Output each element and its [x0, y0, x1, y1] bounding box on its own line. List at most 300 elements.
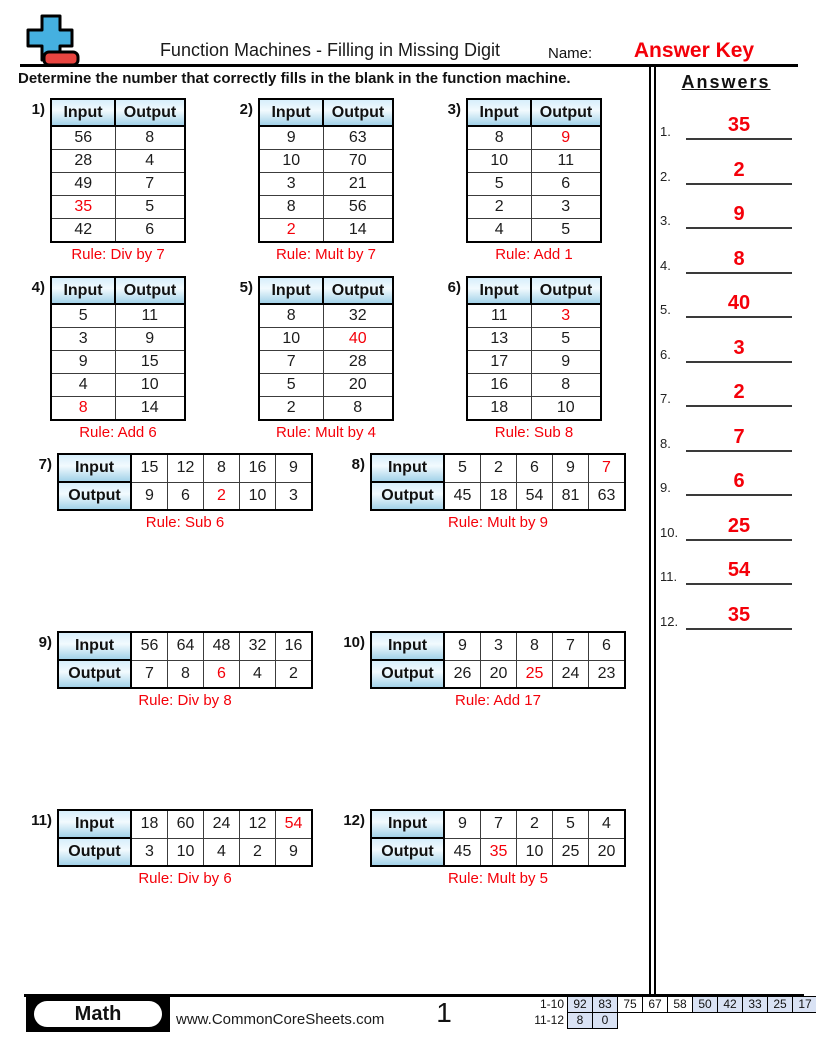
output-cell: 3 — [531, 196, 601, 219]
problem-4 — [17, 276, 186, 441]
input-cell: 35 — [51, 196, 115, 219]
output-cell: 56 — [323, 196, 393, 219]
answer-line — [686, 425, 792, 452]
rule-text: Rule: Mult by 7 — [275, 246, 377, 263]
output-cell: 14 — [323, 219, 393, 243]
input-row — [371, 810, 625, 838]
output-cell: 9 — [115, 328, 185, 351]
answer-item — [658, 287, 794, 318]
input-cell: 54 — [276, 810, 313, 838]
output-cell: 21 — [323, 173, 393, 196]
score-cell: 8 — [567, 1012, 593, 1029]
output-row — [58, 838, 312, 866]
input-row — [371, 454, 625, 482]
input-header-cell: Input — [259, 277, 323, 304]
output-cell: 20 — [481, 660, 517, 688]
answer-line — [686, 113, 792, 140]
input-cell: 8 — [204, 454, 240, 482]
rule-text: Rule: Add 17 — [455, 692, 541, 709]
input-header-cell: Input — [467, 277, 531, 304]
output-cell: 4 — [204, 838, 240, 866]
output-cell: 9 — [131, 482, 168, 510]
problem-number: 2) — [239, 101, 253, 118]
input-cell: 64 — [168, 632, 204, 660]
problem-number: 8) — [351, 456, 365, 473]
input-cell: 48 — [204, 632, 240, 660]
answer-value: 6 — [733, 470, 745, 492]
input-cell: 6 — [589, 632, 626, 660]
input-cell: 10 — [259, 150, 323, 173]
table-row — [259, 126, 393, 150]
score-conversion-table — [524, 996, 816, 1029]
output-cell: 2 — [276, 660, 313, 688]
output-cell: 63 — [589, 482, 626, 510]
problem-number: 5) — [239, 279, 253, 296]
table-row — [51, 150, 185, 173]
input-header-cell: Input — [58, 810, 131, 838]
table-row — [467, 374, 601, 397]
table-row — [467, 219, 601, 243]
table-row — [51, 397, 185, 421]
output-cell: 25 — [553, 838, 589, 866]
answer-line — [686, 603, 792, 630]
output-cell: 7 — [115, 173, 185, 196]
table-row — [51, 173, 185, 196]
table-row — [259, 173, 393, 196]
input-cell: 8 — [51, 397, 115, 421]
input-header-cell: Input — [371, 810, 444, 838]
output-cell: 40 — [323, 328, 393, 351]
answer-number: 1. — [660, 124, 671, 139]
answer-number: 10. — [660, 524, 679, 540]
output-header-cell: Output — [531, 99, 601, 126]
table-row — [51, 328, 185, 351]
output-cell: 10 — [531, 397, 601, 421]
problem-3 — [433, 98, 602, 263]
answer-number: 12. — [660, 613, 679, 629]
answer-item — [658, 243, 794, 274]
input-header-cell: Input — [259, 99, 323, 126]
input-cell: 2 — [259, 219, 323, 243]
input-cell: 2 — [259, 397, 323, 421]
function-table — [57, 631, 313, 689]
answer-value: 54 — [727, 559, 751, 581]
output-cell: 45 — [444, 482, 481, 510]
problem-number: 10) — [343, 634, 365, 651]
output-header-cell: Output — [371, 838, 444, 866]
answer-value: 8 — [733, 247, 745, 270]
function-table — [370, 809, 626, 867]
output-cell: 70 — [323, 150, 393, 173]
table-row — [467, 397, 601, 421]
score-cell: 0 — [592, 1012, 618, 1029]
function-table — [466, 98, 602, 243]
problem-number: 7) — [38, 456, 52, 473]
function-table — [258, 98, 394, 243]
input-cell: 18 — [467, 397, 531, 421]
input-cell: 15 — [131, 454, 168, 482]
answer-line — [686, 380, 792, 407]
output-cell: 15 — [115, 351, 185, 374]
output-cell: 8 — [531, 374, 601, 397]
output-cell: 5 — [115, 196, 185, 219]
output-cell: 28 — [323, 351, 393, 374]
answer-item — [658, 599, 794, 630]
problem-12 — [330, 809, 626, 887]
output-cell: 45 — [444, 838, 481, 866]
table-row — [467, 126, 601, 150]
input-cell: 16 — [467, 374, 531, 397]
answer-number: 5. — [660, 302, 671, 317]
output-cell: 3 — [276, 482, 313, 510]
input-cell: 8 — [259, 304, 323, 328]
problem-11 — [17, 809, 313, 887]
table-row — [467, 173, 601, 196]
input-cell: 7 — [481, 810, 517, 838]
input-cell: 9 — [553, 454, 589, 482]
output-cell: 23 — [589, 660, 626, 688]
answer-number: 6. — [660, 346, 671, 362]
table-row — [259, 328, 393, 351]
output-cell: 9 — [531, 126, 601, 150]
input-cell: 13 — [467, 328, 531, 351]
output-row — [58, 660, 312, 688]
input-cell: 3 — [481, 632, 517, 660]
answer-value: 35 — [727, 603, 751, 626]
output-cell: 18 — [481, 482, 517, 510]
input-cell: 4 — [51, 374, 115, 397]
subject-label: Math — [34, 1001, 162, 1027]
function-table — [57, 453, 313, 511]
input-row — [58, 632, 312, 660]
score-cell: 92 — [567, 996, 593, 1013]
output-cell: 6 — [168, 482, 204, 510]
input-row — [371, 632, 625, 660]
input-cell: 8 — [259, 196, 323, 219]
table-row — [51, 126, 185, 150]
input-cell: 17 — [467, 351, 531, 374]
problem-number: 4) — [31, 279, 45, 296]
output-header-cell: Output — [58, 660, 131, 688]
output-cell: 54 — [517, 482, 553, 510]
input-cell: 12 — [240, 810, 276, 838]
problem-6 — [433, 276, 602, 441]
answer-value: 35 — [727, 114, 751, 136]
output-cell: 10 — [168, 838, 204, 866]
input-cell: 5 — [553, 810, 589, 838]
input-cell: 3 — [259, 173, 323, 196]
table-row — [467, 150, 601, 173]
table-row — [51, 196, 185, 219]
input-cell: 18 — [131, 810, 168, 838]
output-cell: 8 — [115, 126, 185, 150]
input-cell: 9 — [276, 454, 313, 482]
answer-item — [658, 198, 794, 229]
answer-line — [686, 336, 792, 363]
table-row — [259, 219, 393, 243]
output-header-cell: Output — [371, 482, 444, 510]
input-row — [58, 454, 312, 482]
header-row — [467, 99, 601, 126]
name-label: Name: — [548, 45, 593, 62]
name-value-answer-key: Answer Key — [633, 39, 755, 62]
answer-line — [686, 202, 792, 229]
page-title: Function Machines - Filling in Missing Digit — [159, 40, 501, 60]
output-cell: 5 — [531, 328, 601, 351]
input-cell: 9 — [444, 632, 481, 660]
output-row — [58, 482, 312, 510]
problem-number: 11) — [31, 812, 52, 829]
input-row — [58, 810, 312, 838]
table-row — [51, 374, 185, 397]
answers-column-divider — [649, 66, 656, 994]
table-row — [51, 351, 185, 374]
answer-item — [658, 465, 794, 496]
table-row — [259, 397, 393, 421]
table-row — [259, 150, 393, 173]
table-row — [51, 219, 185, 243]
answer-value: 3 — [733, 336, 745, 359]
score-cell: 33 — [742, 996, 768, 1013]
rule-text: Rule: Mult by 4 — [275, 424, 377, 441]
table-row — [259, 374, 393, 397]
output-header-cell: Output — [323, 277, 393, 304]
score-range-label: 11-12 — [534, 1013, 564, 1027]
score-cell: 67 — [642, 996, 668, 1013]
header-row — [259, 99, 393, 126]
problem-number: 6) — [447, 279, 461, 296]
score-cell: 83 — [592, 996, 618, 1013]
score-cell: 50 — [692, 996, 718, 1013]
input-header-cell: Input — [58, 454, 131, 482]
answer-item — [658, 510, 794, 541]
answer-line — [686, 469, 792, 496]
answer-value: 9 — [733, 203, 745, 225]
plus-minus-logo-icon — [24, 12, 84, 68]
input-cell: 2 — [467, 196, 531, 219]
output-header-cell: Output — [323, 99, 393, 126]
input-cell: 3 — [51, 328, 115, 351]
input-header-cell: Input — [371, 454, 444, 482]
output-cell: 14 — [115, 397, 185, 421]
input-cell: 8 — [467, 126, 531, 150]
output-header-cell: Output — [115, 99, 185, 126]
output-cell: 11 — [531, 150, 601, 173]
output-cell: 3 — [531, 304, 601, 328]
rule-text: Rule: Add 6 — [79, 424, 157, 441]
output-cell: 10 — [240, 482, 276, 510]
problem-5 — [225, 276, 394, 441]
answer-line — [686, 558, 792, 585]
problem-9 — [17, 631, 313, 709]
table-row — [51, 304, 185, 328]
input-cell: 16 — [276, 632, 313, 660]
answer-number: 7. — [660, 391, 671, 406]
rule-text: Rule: Sub 6 — [145, 514, 225, 531]
answer-item — [658, 109, 794, 140]
answer-number: 8. — [660, 435, 671, 451]
score-cell: 75 — [617, 996, 643, 1013]
answer-number: 9. — [660, 480, 671, 495]
output-header-cell: Output — [58, 482, 131, 510]
input-cell: 28 — [51, 150, 115, 173]
instruction-text: Determine the number that correctly fills in the blank in the function machine. — [18, 70, 571, 87]
rule-text: Rule: Div by 6 — [138, 870, 232, 887]
input-header-cell: Input — [51, 277, 115, 304]
input-cell: 56 — [131, 632, 168, 660]
function-table — [466, 276, 602, 421]
input-cell: 10 — [259, 328, 323, 351]
table-row — [467, 328, 601, 351]
rule-text: Rule: Div by 7 — [71, 246, 165, 263]
input-cell: 5 — [444, 454, 481, 482]
output-row — [371, 482, 625, 510]
rule-text: Rule: Mult by 9 — [447, 514, 549, 531]
rule-text: Rule: Div by 8 — [138, 692, 232, 709]
score-cell: 42 — [717, 996, 743, 1013]
answer-value: 40 — [727, 292, 751, 314]
input-cell: 24 — [204, 810, 240, 838]
answer-number: 3. — [660, 213, 671, 228]
output-header-cell: Output — [371, 660, 444, 688]
output-cell: 25 — [517, 660, 553, 688]
input-cell: 6 — [517, 454, 553, 482]
output-cell: 3 — [131, 838, 168, 866]
answer-line — [686, 514, 792, 541]
input-cell: 5 — [467, 173, 531, 196]
output-header-cell: Output — [58, 838, 131, 866]
answer-item — [658, 332, 794, 363]
problem-7 — [17, 453, 313, 531]
function-table — [258, 276, 394, 421]
header-row — [51, 99, 185, 126]
answer-item — [658, 154, 794, 185]
input-cell: 4 — [467, 219, 531, 243]
table-row — [259, 304, 393, 328]
table-row — [467, 196, 601, 219]
output-cell: 9 — [276, 838, 313, 866]
output-cell: 4 — [115, 150, 185, 173]
output-cell: 2 — [204, 482, 240, 510]
function-table — [50, 98, 186, 243]
header-row — [259, 277, 393, 304]
input-header-cell: Input — [51, 99, 115, 126]
input-cell: 60 — [168, 810, 204, 838]
output-cell: 8 — [168, 660, 204, 688]
output-cell: 20 — [589, 838, 626, 866]
score-row — [524, 996, 816, 1013]
output-header-cell: Output — [115, 277, 185, 304]
input-cell: 11 — [467, 304, 531, 328]
output-cell: 4 — [240, 660, 276, 688]
problem-10 — [330, 631, 626, 709]
answer-value: 2 — [733, 381, 745, 403]
input-cell: 49 — [51, 173, 115, 196]
answer-line — [686, 291, 792, 318]
header-divider-line — [20, 64, 798, 67]
score-cell: 25 — [767, 996, 793, 1013]
input-cell: 7 — [589, 454, 626, 482]
input-cell: 56 — [51, 126, 115, 150]
rule-text: Rule: Mult by 5 — [447, 870, 549, 887]
problem-1 — [17, 98, 186, 263]
answer-value: 25 — [727, 514, 751, 537]
website-text: www.CommonCoreSheets.com — [176, 1011, 385, 1028]
problem-number: 3) — [447, 101, 461, 118]
header-row — [467, 277, 601, 304]
score-cell: 17 — [792, 996, 816, 1013]
input-cell: 2 — [517, 810, 553, 838]
answer-number: 4. — [660, 257, 671, 273]
answer-item — [658, 554, 794, 585]
function-table — [50, 276, 186, 421]
input-header-cell: Input — [467, 99, 531, 126]
input-cell: 8 — [517, 632, 553, 660]
answer-line — [686, 247, 792, 274]
output-row — [371, 660, 625, 688]
output-cell: 10 — [115, 374, 185, 397]
output-cell: 2 — [240, 838, 276, 866]
output-cell: 20 — [323, 374, 393, 397]
input-header-cell: Input — [58, 632, 131, 660]
answer-number: 11. — [660, 569, 678, 584]
table-row — [467, 351, 601, 374]
output-cell: 63 — [323, 126, 393, 150]
output-cell: 81 — [553, 482, 589, 510]
problem-number: 12) — [343, 812, 365, 829]
problem-number: 1) — [31, 101, 45, 118]
output-cell: 6 — [531, 173, 601, 196]
input-cell: 9 — [51, 351, 115, 374]
output-cell: 24 — [553, 660, 589, 688]
output-cell: 26 — [444, 660, 481, 688]
score-row — [524, 1012, 816, 1029]
page-number: 1 — [436, 997, 452, 1028]
output-cell: 7 — [131, 660, 168, 688]
function-table — [57, 809, 313, 867]
output-cell: 5 — [531, 219, 601, 243]
input-cell: 10 — [467, 150, 531, 173]
output-cell: 9 — [531, 351, 601, 374]
input-cell: 16 — [240, 454, 276, 482]
table-row — [467, 304, 601, 328]
input-cell: 42 — [51, 219, 115, 243]
input-cell: 9 — [259, 126, 323, 150]
answer-line — [686, 158, 792, 185]
answer-value: 2 — [733, 158, 745, 181]
problem-number: 9) — [38, 634, 52, 651]
function-table — [370, 453, 626, 511]
input-cell: 32 — [240, 632, 276, 660]
rule-text: Rule: Add 1 — [495, 246, 573, 263]
input-cell: 5 — [259, 374, 323, 397]
problem-2 — [225, 98, 394, 263]
function-table — [370, 631, 626, 689]
output-cell: 32 — [323, 304, 393, 328]
table-row — [259, 196, 393, 219]
problem-8 — [330, 453, 626, 531]
score-range-label: 1-10 — [539, 997, 564, 1011]
input-header-cell: Input — [371, 632, 444, 660]
output-header-cell: Output — [531, 277, 601, 304]
subject-badge — [26, 996, 170, 1032]
header-row — [51, 277, 185, 304]
answer-item — [658, 421, 794, 452]
input-cell: 2 — [481, 454, 517, 482]
input-cell: 12 — [168, 454, 204, 482]
output-cell: 10 — [517, 838, 553, 866]
input-cell: 9 — [444, 810, 481, 838]
